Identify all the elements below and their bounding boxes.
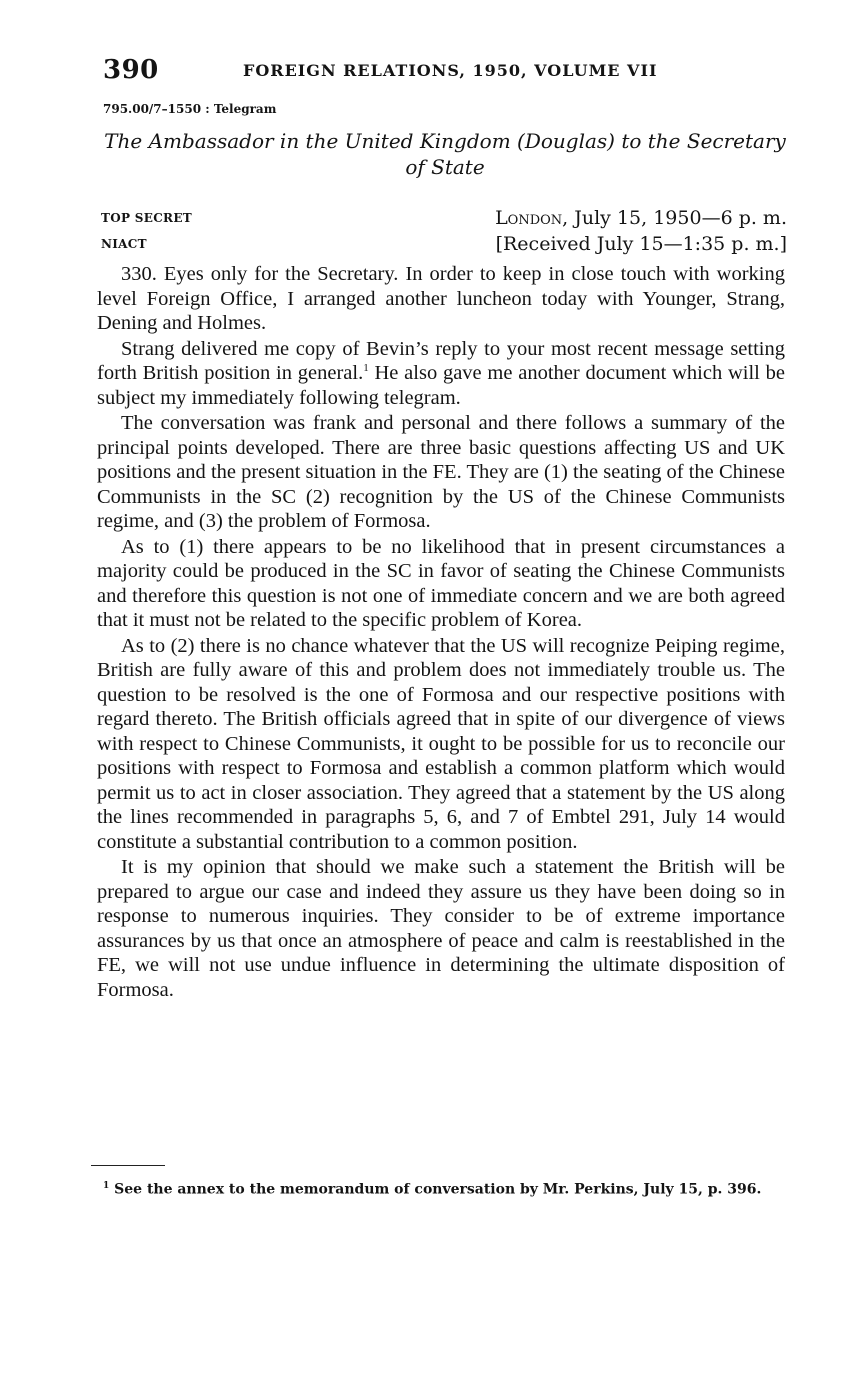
paragraph-5: As to (2) there is no chance whatever that the US will recognize Peiping regime, British are fully aware of this and problem does not immediately trouble us. The question to be resolved is the one of Formosa and our respective positions with regard thereto. The British officials agreed that in spite of our divergence of views with respect to Chinese Communists, it ought to be possible for us to reconcile our positions with respect to Formosa and establish a common platform which would permit us to act in closer association. They agreed that a statement by the US along the lines recommended in paragraphs 5, 6, and 7 of Embtel 291, July 14 would constitute a substantial contribution to a common position. [97, 634, 785, 853]
heading-line-2: of State [405, 155, 485, 179]
document-heading [95, 128, 795, 180]
document-id: 795.00/7–1550 : Telegram [103, 102, 277, 116]
running-head [103, 55, 793, 89]
classification: TOP SECRET [101, 211, 192, 225]
received-line: [Received July 15—1:35 p. m.] [495, 233, 787, 255]
footnote-marker: 1 [103, 1181, 110, 1191]
dateline-date: , July 15, 1950—6 p. m. [562, 207, 787, 229]
dateline [495, 207, 787, 229]
footnote-text: See the annex to the memorandum of conversation by Mr. Perkins, July 15, p. 396. [109, 1181, 762, 1198]
dateline-place: London [495, 207, 563, 229]
telegram-body [97, 262, 785, 1003]
footnote-divider [91, 1165, 165, 1166]
paragraph-4: As to (1) there appears to be no likelihood that in present circumstances a majority could be produced in the SC in favor of seating the Chinese Communists and therefore this question is not one of immediate concern and we are both agreed that it must not be related to the specific problem of Korea. [97, 535, 785, 631]
heading-line-1: The Ambassador in the United Kingdom (Douglas) to the Secretary [104, 129, 786, 153]
classification-row [101, 207, 787, 233]
page-number: 390 [103, 55, 159, 85]
precedence: NIACT [101, 237, 147, 251]
paragraph-3: The conversation was frank and personal and there follows a summary of the principal points developed. There are three basic questions affecting US and UK positions and the present situation in the FE. They are (1) the seating of the Chinese Communists in the SC (2) recognition by the US of the Chinese Communists regime, and (3) the problem of Formosa. [97, 412, 785, 532]
footnote-reference: 1 [363, 362, 369, 375]
running-title: FOREIGN RELATIONS, 1950, VOLUME VII [243, 61, 658, 80]
paragraph-6: It is my opinion that should we make such a statement the British will be prepared to argue our case and indeed they assure us they have been doing so in response to numerous inquiries. They consider to be of extreme importance assurances by us that once an atmosphere of peace and calm is reestablished in the FE, we will not use undue influence in determining the ultimate disposition of Formosa. [97, 856, 785, 1001]
paragraph-2: Strang delivered me copy of Bevin’s reply to your most recent message setting forth British position in general.$^1$ He also gave me another document which will be subject my immediately following telegram. [97, 337, 785, 409]
precedence-row [101, 233, 787, 259]
footnote [103, 1178, 775, 1199]
paragraph-1: 330. Eyes only for the Secretary. In order to keep in close touch with working level Foreign Office, I arranged another luncheon today with Younger, Strang, Dening and Holmes. [97, 263, 785, 334]
